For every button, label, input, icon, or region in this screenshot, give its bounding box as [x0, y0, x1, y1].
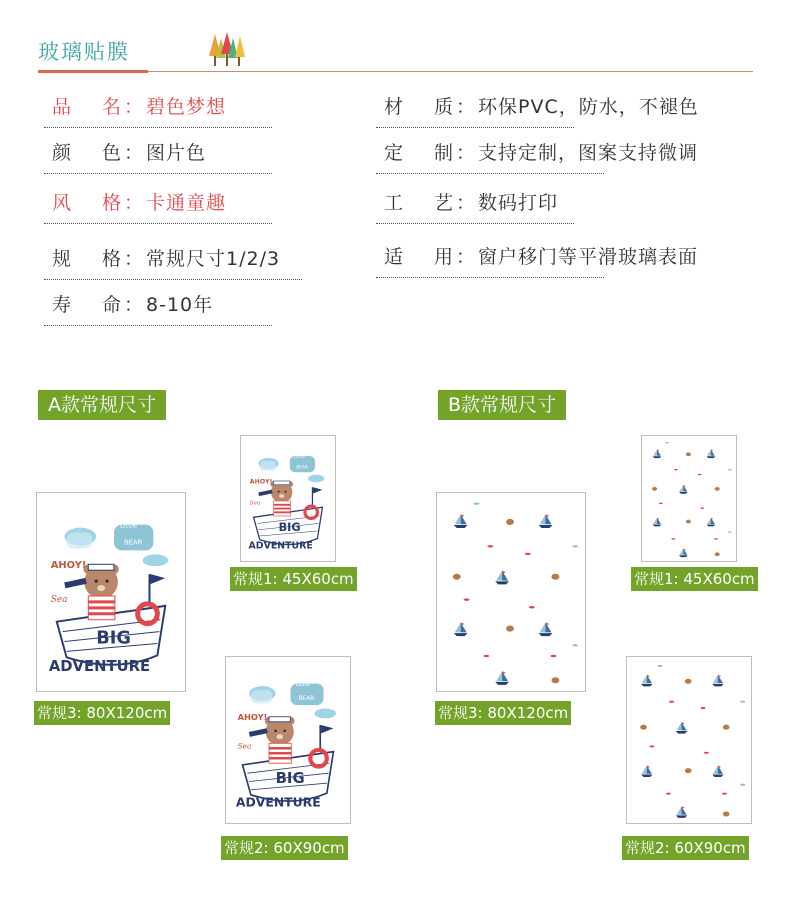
art-bear-text: BEAR — [296, 465, 308, 471]
dotted-rule — [44, 127, 272, 128]
spec-row-name: 品 名 ： 碧色梦想 — [52, 92, 226, 122]
spec-key: 规 格 — [52, 248, 122, 270]
spec-row-craft: 工 艺 ： 数码打印 — [384, 188, 558, 218]
spec-value: 数码打印 — [478, 192, 559, 214]
spec-key: 定 制 — [384, 142, 454, 164]
dotted-rule — [44, 173, 272, 174]
art-adventure-text: ADVENTURE — [248, 540, 313, 552]
header-accent-rule — [38, 70, 148, 73]
design-a-preview-small — [240, 435, 336, 562]
dotted-rule — [376, 277, 604, 278]
dotted-rule — [376, 223, 574, 224]
size-label-b-1: 常规1: 45X60cm — [631, 567, 758, 591]
art-big-text: BIG — [96, 627, 131, 649]
spec-row-size: 规 格 ： 常规尺寸1/2/3 — [52, 244, 280, 274]
dotted-rule — [376, 173, 604, 174]
design-b-preview-small — [641, 435, 737, 562]
spec-key: 品 名 — [52, 96, 122, 118]
spec-row-lifespan: 寿 命 ： 8-10年 — [52, 290, 213, 320]
art-big-text: BIG — [278, 521, 301, 534]
design-a-preview-medium — [225, 656, 351, 824]
spec-value: 卡通童趣 — [146, 192, 227, 214]
spec-key: 材 质 — [384, 96, 454, 118]
spec-key: 颜 色 — [52, 142, 122, 164]
size-label-a-1: 常规1: 45X60cm — [230, 567, 357, 591]
spec-value: 环保PVC，防水，不褪色 — [478, 96, 699, 118]
spec-row-custom: 定 制 ： 支持定制，图案支持微调 — [384, 138, 698, 168]
dotted-rule — [44, 325, 272, 326]
art-bear-text: BEAR — [298, 696, 315, 703]
art-sea-text: Sea — [249, 500, 261, 507]
size-label-a-3: 常规3: 80X120cm — [34, 701, 170, 725]
art-adventure-text: ADVENTURE — [235, 794, 321, 810]
spec-value: 图片色 — [146, 142, 207, 164]
section-b-title: B款常规尺寸 — [438, 390, 566, 420]
section-header — [38, 30, 753, 74]
art-little-text: Little — [293, 454, 305, 460]
page-title: 玻璃贴膜 — [38, 40, 130, 64]
design-a-preview-large — [36, 492, 186, 692]
size-label-a-2: 常规2: 60X90cm — [221, 836, 348, 860]
art-sea-text: Sea — [50, 594, 68, 605]
dotted-rule — [376, 127, 574, 128]
trees-icon — [204, 30, 250, 68]
spec-row-color: 颜 色 ： 图片色 — [52, 138, 206, 168]
spec-key: 寿 命 — [52, 294, 122, 316]
art-little-text: Little — [295, 682, 310, 689]
design-b-preview-medium — [626, 656, 752, 824]
spec-key: 风 格 — [52, 192, 122, 214]
art-ahoy-text: AHOY! — [237, 712, 268, 723]
art-bear-text: BEAR — [123, 538, 143, 547]
art-sea-text: Sea — [237, 741, 252, 751]
design-b-preview-large — [436, 492, 586, 692]
spec-key: 适 用 — [384, 246, 454, 268]
spec-value: 碧色梦想 — [146, 96, 227, 118]
art-big-text: BIG — [275, 769, 305, 788]
art-adventure-text: ADVENTURE — [48, 658, 151, 676]
art-little-text: Little — [119, 521, 138, 530]
art-ahoy-text: AHOY! — [50, 560, 87, 572]
spec-row-usage: 适 用 ： 窗户移门等平滑玻璃表面 — [384, 242, 698, 272]
spec-value: 支持定制，图案支持微调 — [478, 142, 699, 164]
size-label-b-3: 常规3: 80X120cm — [435, 701, 571, 725]
spec-value: 8-10年 — [146, 294, 214, 316]
size-label-b-2: 常规2: 60X90cm — [622, 836, 749, 860]
spec-key: 工 艺 — [384, 192, 454, 214]
spec-value: 常规尺寸1/2/3 — [146, 248, 281, 270]
spec-row-style: 风 格 ： 卡通童趣 — [52, 188, 226, 218]
spec-value: 窗户移门等平滑玻璃表面 — [478, 246, 699, 268]
spec-row-material: 材 质 ： 环保PVC，防水，不褪色 — [384, 92, 699, 122]
art-ahoy-text: AHOY! — [249, 478, 273, 486]
section-a-title: A款常规尺寸 — [38, 390, 166, 420]
dotted-rule — [44, 223, 272, 224]
dotted-rule — [44, 279, 302, 280]
